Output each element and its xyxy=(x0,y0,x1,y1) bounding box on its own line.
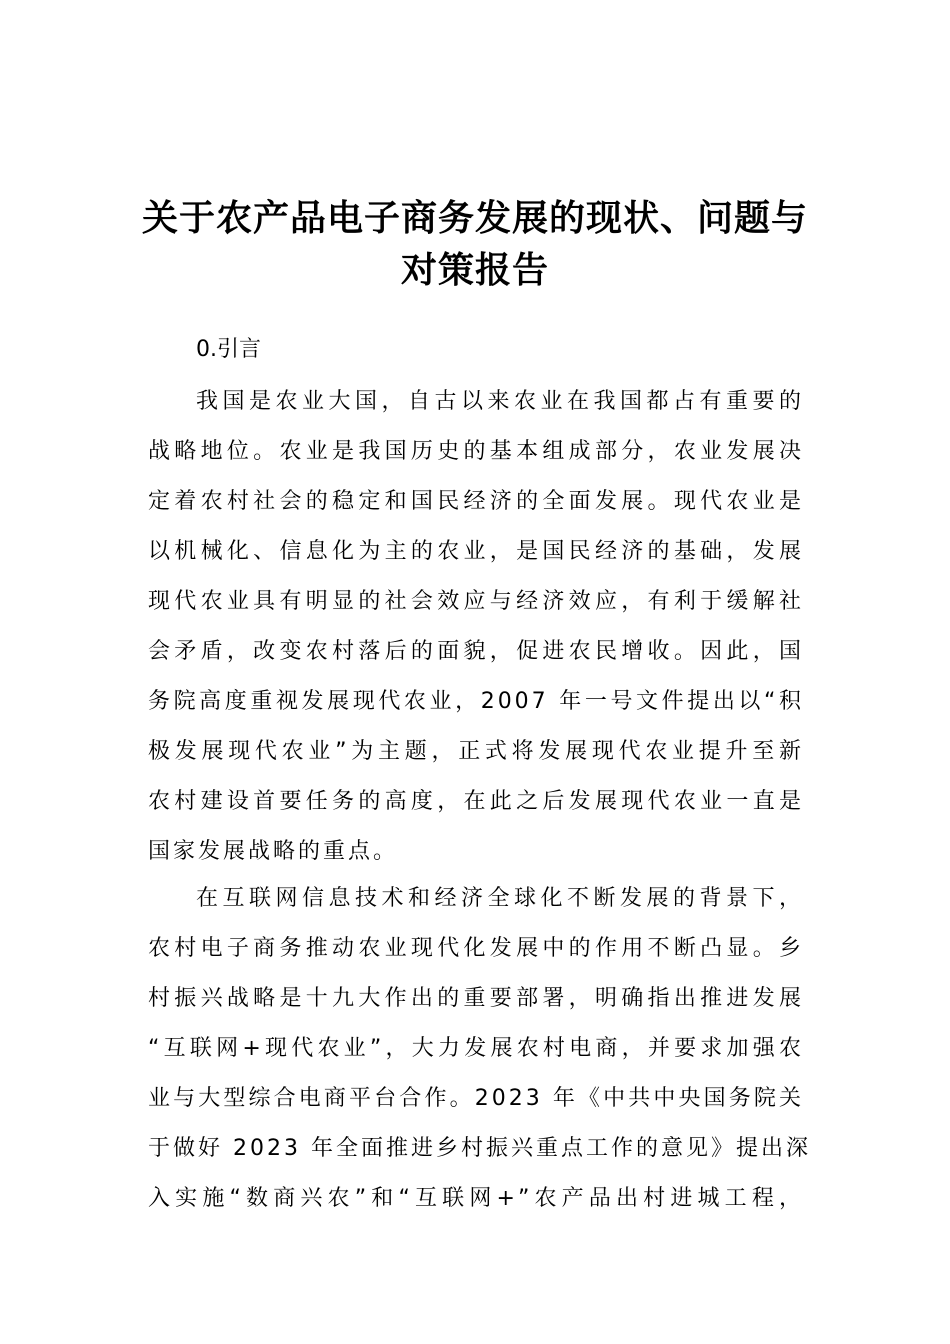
text-line: 会矛盾，改变农村落后的面貌，促进农民增收。因此，国 xyxy=(148,639,804,664)
text-line: 于做好 2023 年全面推进乡村振兴重点工作的意见》提出深 xyxy=(148,1136,811,1161)
title-line: 关于农产品电子商务发展的现状、问题与 xyxy=(141,197,808,240)
text-line: 以机械化、信息化为主的农业，是国民经济的基础，发展 xyxy=(148,539,804,564)
text-line: 现代农业具有明显的社会效应与经济效应，有利于缓解社 xyxy=(148,589,804,614)
document-title xyxy=(120,192,830,296)
text-line: 国家发展战略的重点。 xyxy=(148,839,399,864)
text-line: 战略地位。农业是我国历史的基本组成部分，农业发展决 xyxy=(148,439,804,464)
text-line: 极发展现代农业”为主题，正式将发展现代农业提升至新 xyxy=(148,739,804,764)
text-line: 在互联网信息技术和经济全球化不断发展的背景下， xyxy=(196,886,804,911)
text-line: 定着农村社会的稳定和国民经济的全面发展。现代农业是 xyxy=(148,489,804,514)
text-line: 农村建设首要任务的高度，在此之后发展现代农业一直是 xyxy=(148,789,804,814)
section-heading: 0.引言 xyxy=(196,337,261,362)
paragraph xyxy=(148,874,811,1224)
text-line: 村振兴战略是十九大作出的重要部署，明确指出推进发展 xyxy=(148,986,804,1011)
text-line: 业与大型综合电商平台合作。2023 年《中共中央国务院关 xyxy=(148,1086,804,1111)
text-line: 入实施“数商兴农”和“互联网+”农产品出村进城工程， xyxy=(148,1186,804,1211)
paragraph xyxy=(148,377,804,877)
text-line: “互联网+现代农业”，大力发展农村电商，并要求加强农 xyxy=(148,1036,804,1061)
text-line: 我国是农业大国，自古以来农业在我国都占有重要的 xyxy=(196,389,804,414)
text-line: 务院高度重视发展现代农业，2007 年一号文件提出以“积 xyxy=(148,689,804,714)
text-line: 农村电子商务推动农业现代化发展中的作用不断凸显。乡 xyxy=(148,936,804,961)
title-line: 对策报告 xyxy=(400,249,549,292)
